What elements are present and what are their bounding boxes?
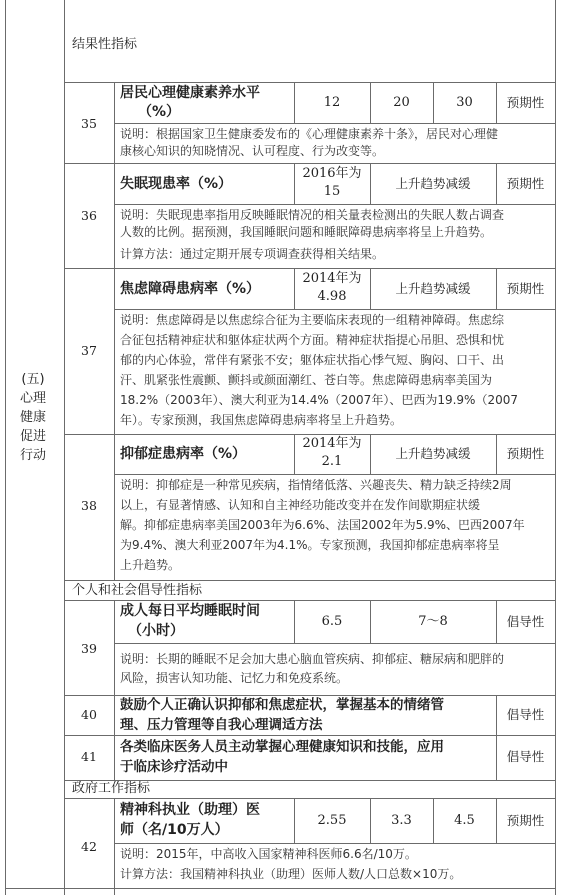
note-line: 年）。专家预测，我国焦虑障碍患病率将呈上升趋势。 — [120, 413, 403, 427]
target-2022-value: 3.3 — [391, 813, 412, 828]
indicator-unit: 师（名/10万人） — [120, 822, 229, 838]
row-index: 35 — [81, 116, 97, 131]
section-result-indicators: 结果性指标 — [72, 37, 138, 52]
category-label: (五)心理健康促进行动 — [20, 372, 47, 463]
indicator-name: 居民心理健康素养水平 — [120, 85, 260, 101]
row-index: 41 — [81, 749, 97, 764]
indicator-type: 预期性 — [506, 446, 545, 461]
row-index: 39 — [81, 641, 97, 656]
indicator-type: 倡导性 — [506, 614, 545, 629]
baseline-value: 2014年为 — [302, 436, 362, 451]
row-index: 40 — [81, 707, 97, 722]
indicator-name: 成人每日平均睡眠时间 — [120, 603, 260, 619]
note-line: 说明：根据国家卫生健康委发布的《心理健康素养十条》，居民对心理健 — [120, 127, 499, 141]
target-value: 上升趋势减缓 — [395, 446, 471, 461]
section-advocacy-indicators: 个人和社会倡导性指标 — [72, 583, 203, 598]
indicator-type: 预期性 — [506, 281, 545, 296]
baseline-value: 2014年为 — [302, 271, 362, 286]
indicator-unit: （小时） — [128, 623, 184, 639]
row-index: 37 — [81, 343, 97, 358]
note-line: 康核心知识的知晓情况、认可程度、行为改变等。 — [120, 144, 385, 158]
baseline-value: 12 — [323, 95, 341, 110]
note-line: 汗、肌紧张性震颤、颤抖或颜面潮红、苍白等。焦虑障碍患病率美国为 — [120, 373, 493, 387]
target-value: 上升趋势减缓 — [395, 176, 471, 191]
indicator-unit: （%） — [137, 104, 181, 120]
indicator-name: 鼓励个人正确认识抑郁和焦虑症状，掌握基本的情绪管 — [120, 697, 444, 713]
target-value: 上升趋势减缓 — [395, 281, 471, 296]
note-line: 郁的内心体验，常伴有紧张不安；躯体症状指心悸气短、胸闷、口干、出 — [120, 353, 505, 367]
note-line: 说明：抑郁症是一种常见疾病，指情绪低落、兴趣丧失、精力缺乏持续2周 — [120, 478, 512, 492]
note-line: 风险，损害认知功能、记忆力和免疫系统。 — [120, 671, 349, 685]
baseline-value: 2016年为 — [302, 166, 362, 181]
baseline-value-number: 15 — [323, 184, 341, 199]
note-line: 以上，有显著情感、认知和自主神经功能改变并在发作间歇期症状缓 — [120, 498, 481, 512]
target-2022-value: 20 — [393, 95, 410, 110]
note-line: 说明：焦虑障碍是以焦虑综合征为主要临床表现的一组精神障碍。焦虑综 — [120, 313, 505, 327]
baseline-value: 6.5 — [321, 614, 343, 629]
note-line: 上升趋势。 — [120, 558, 181, 572]
row-index: 36 — [81, 208, 97, 223]
note-line: 说明：长期的睡眠不足会加大患心脑血管疾病、抑郁症、糖尿病和肥胖的 — [120, 652, 505, 666]
note-line: 计算方法：通过定期开展专项调查获得相关结果。 — [120, 247, 385, 261]
note-line: 合征包括精神症状和躯体症状两个方面。精神症状指提心吊胆、恐惧和忧 — [120, 333, 505, 347]
note-line: 解。抑郁症患病率美国2003年为6.6%、法国2002年为5.9%、巴西2007年 — [120, 518, 525, 532]
indicator-name: 焦虑障碍患病率（%） — [120, 281, 261, 297]
target-2030-value: 4.5 — [454, 813, 475, 828]
note-line: 18.2%（2003年）、澳大利亚为14.4%（2007年）、巴西为19.9%（2007 — [120, 393, 518, 407]
indicator-type: 预期性 — [506, 176, 545, 191]
indicator-name: 失眠现患率（%） — [120, 176, 233, 192]
note-line: 人数的比例。据预测，我国睡眠问题和睡眠障碍患病率将呈上升趋势。 — [120, 225, 493, 239]
note-line: 计算方法：我国精神科执业（助理）医师人数/人口总数×10万。 — [120, 867, 462, 881]
baseline-value-number: 2.1 — [321, 454, 343, 469]
indicator-name-cont: 于临床诊疗活动中 — [120, 759, 228, 775]
baseline-value: 2.55 — [317, 813, 347, 828]
note-line: 说明：失眠现患率指用反映睡眠情况的相关量表检测出的失眠人数占调查 — [120, 208, 505, 222]
note-line: 说明：2015年，中高收入国家精神科医师6.6名/10万。 — [120, 847, 417, 861]
indicator-name: 抑郁症患病率（%） — [120, 446, 247, 462]
baseline-value-number: 4.98 — [317, 289, 347, 304]
row-index: 38 — [81, 498, 97, 513]
section-government-indicators: 政府工作指标 — [72, 781, 151, 796]
indicator-name-cont: 理、压力管理等自我心理调适方法 — [120, 717, 323, 733]
indicator-type: 倡导性 — [506, 749, 545, 764]
indicator-type: 预期性 — [506, 95, 545, 110]
target-2030-value: 30 — [456, 95, 473, 110]
note-line: 为9.4%、澳大利亚2007年为4.1%。专家预测，我国抑郁症患病率将呈 — [120, 538, 500, 552]
indicator-type: 预期性 — [506, 813, 545, 828]
indicator-name: 精神科执业（助理）医 — [120, 802, 260, 818]
indicator-name: 各类临床医务人员主动掌握心理健康知识和技能，应用 — [120, 739, 444, 755]
indicator-type: 倡导性 — [506, 707, 545, 722]
row-index: 42 — [81, 839, 97, 854]
target-value: 7～8 — [418, 614, 448, 629]
